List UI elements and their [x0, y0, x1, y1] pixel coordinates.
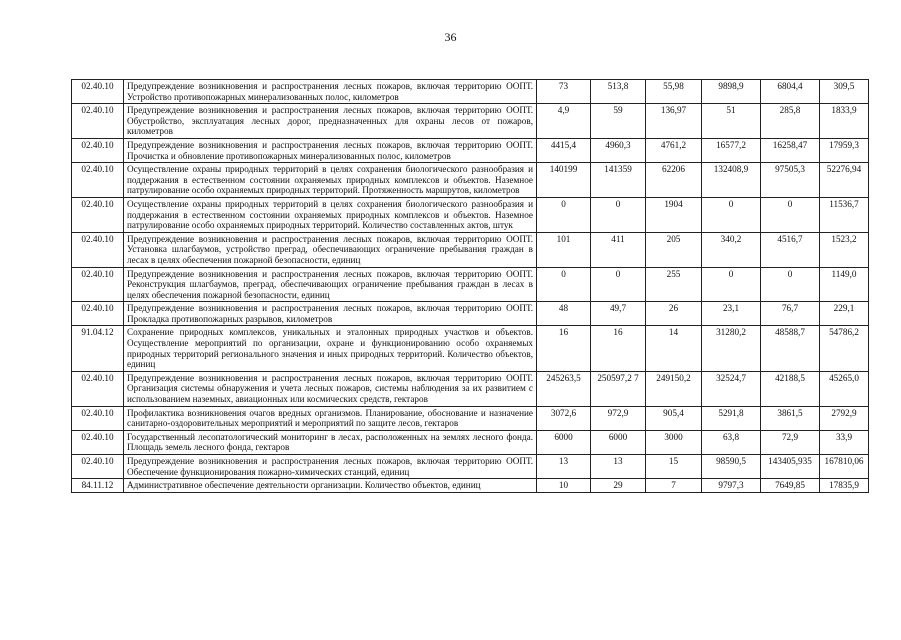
row-value-cell: 3072,6: [537, 406, 591, 430]
row-value-cell: 143405,935: [761, 455, 820, 479]
row-value-cell: 0: [537, 197, 591, 232]
row-value-cell: 972,9: [591, 406, 646, 430]
row-value-cell: 14: [646, 326, 702, 371]
row-value-cell: 245263,5: [537, 371, 591, 406]
row-value-cell: 3861,5: [761, 406, 820, 430]
row-value-cell: 11536,7: [820, 197, 869, 232]
row-value-cell: 4415,4: [537, 138, 591, 162]
row-value-cell: 63,8: [702, 430, 761, 454]
table-row: [72, 455, 869, 479]
row-description-cell: Государственный лесопатологический мониторинг в лесах, расположенных на землях лесного фонда. Площадь земель лесного фонда, гектаров: [124, 430, 537, 454]
row-value-cell: 7649,85: [761, 479, 820, 493]
row-value-cell: 55,98: [646, 80, 702, 104]
row-value-cell: 72,9: [761, 430, 820, 454]
row-code-cell: 02.40.10: [72, 302, 124, 326]
table-row: [72, 80, 869, 104]
row-value-cell: 205: [646, 232, 702, 267]
row-value-cell: 249150,2: [646, 371, 702, 406]
row-code-cell: 02.40.10: [72, 104, 124, 139]
row-value-cell: 0: [537, 267, 591, 302]
row-value-cell: 45265,0: [820, 371, 869, 406]
row-code-cell: 02.40.10: [72, 163, 124, 198]
row-value-cell: 49,7: [591, 302, 646, 326]
row-value-cell: 411: [591, 232, 646, 267]
row-description-cell: Осуществление охраны природных территорий в целях сохранения биологического разнообразия и поддержания в естественном состоянии охраняемых природных комплексов и объектов. Наземное патрулирование особо охраняемых природных территорий. Протяженность маршрутов, километров: [124, 163, 537, 198]
row-value-cell: 9797,3: [702, 479, 761, 493]
row-value-cell: 340,2: [702, 232, 761, 267]
row-value-cell: 98590,5: [702, 455, 761, 479]
table-row: [72, 197, 869, 232]
row-value-cell: 73: [537, 80, 591, 104]
row-value-cell: 4761,2: [646, 138, 702, 162]
row-value-cell: 1904: [646, 197, 702, 232]
table-row: [72, 267, 869, 302]
row-value-cell: 48588,7: [761, 326, 820, 371]
row-value-cell: 0: [761, 267, 820, 302]
table-row: [72, 104, 869, 139]
row-description-cell: Предупреждение возникновения и распространения лесных пожаров, включая территорию ООПТ. Организация системы обнаружения и учета лесных пожаров, системы наблюдения за их развитием с использованием наземных, авиационных или космических средств, гектаров: [124, 371, 537, 406]
row-value-cell: 10: [537, 479, 591, 493]
row-value-cell: 1523,2: [820, 232, 869, 267]
row-code-cell: 02.40.10: [72, 371, 124, 406]
row-value-cell: 6000: [537, 430, 591, 454]
row-value-cell: 255: [646, 267, 702, 302]
row-description-cell: Предупреждение возникновения и распространения лесных пожаров, включая территорию ООПТ. Установка шлагбаумов, устройство преград, обеспечивающих ограничение пребывания граждан в лесах в целях обеспечения пожарной безопасности, единиц: [124, 232, 537, 267]
row-value-cell: 0: [702, 197, 761, 232]
row-value-cell: 140199: [537, 163, 591, 198]
row-code-cell: 02.40.10: [72, 430, 124, 454]
table-body: [72, 80, 869, 493]
row-value-cell: 17835,9: [820, 479, 869, 493]
row-value-cell: 1833,9: [820, 104, 869, 139]
row-value-cell: 250597,2 7: [591, 371, 646, 406]
row-value-cell: 13: [537, 455, 591, 479]
table-row: [72, 371, 869, 406]
row-value-cell: 1149,0: [820, 267, 869, 302]
row-value-cell: 9898,9: [702, 80, 761, 104]
row-value-cell: 32524,7: [702, 371, 761, 406]
row-description-cell: Предупреждение возникновения и распространения лесных пожаров, включая территорию ООПТ. Обеспечение функционирования пожарно-химических станций, единиц: [124, 455, 537, 479]
row-value-cell: 513,8: [591, 80, 646, 104]
row-value-cell: 0: [591, 267, 646, 302]
row-code-cell: 02.40.10: [72, 138, 124, 162]
row-code-cell: 02.40.10: [72, 232, 124, 267]
row-description-cell: Предупреждение возникновения и распространения лесных пожаров, включая территорию ООПТ. Обустройство, эксплуатация лесных дорог, предназначенных для охраны лесов от пожаров, километров: [124, 104, 537, 139]
data-table: [71, 79, 869, 493]
row-value-cell: 29: [591, 479, 646, 493]
table-row: [72, 232, 869, 267]
row-value-cell: 309,5: [820, 80, 869, 104]
row-description-cell: Осуществление охраны природных территорий в целях сохранения биологического разнообразия и поддержания в естественном состоянии охраняемых природных комплексов и объектов. Наземное патрулирование особо охраняемых природных территорий. Количество составленных актов, штук: [124, 197, 537, 232]
row-value-cell: 7: [646, 479, 702, 493]
row-value-cell: 229,1: [820, 302, 869, 326]
table-row: [72, 163, 869, 198]
row-value-cell: 97505,3: [761, 163, 820, 198]
row-description-cell: Предупреждение возникновения и распространения лесных пожаров, включая территорию ООПТ. Устройство противопожарных минерализованных полос, километров: [124, 80, 537, 104]
row-value-cell: 62206: [646, 163, 702, 198]
row-value-cell: 0: [761, 197, 820, 232]
table-row: [72, 326, 869, 371]
row-value-cell: 132408,9: [702, 163, 761, 198]
table-row: [72, 138, 869, 162]
table-row: [72, 406, 869, 430]
row-description-cell: Предупреждение возникновения и распространения лесных пожаров, включая территорию ООПТ. Реконструкция шлагбаумов, преград, обеспечивающих ограничение пребывания граждан в лесах в целях обеспечения пожарной безопасности, единиц: [124, 267, 537, 302]
row-description-cell: Предупреждение возникновения и распространения лесных пожаров, включая территорию ООПТ. Прочистка и обновление противопожарных минерализованных полос, километров: [124, 138, 537, 162]
row-value-cell: 17959,3: [820, 138, 869, 162]
row-value-cell: 26: [646, 302, 702, 326]
row-description-cell: Предупреждение возникновения и распространения лесных пожаров, включая территорию ООПТ. Прокладка противопожарных разрывов, километров: [124, 302, 537, 326]
row-code-cell: 02.40.10: [72, 267, 124, 302]
row-value-cell: 2792,9: [820, 406, 869, 430]
row-value-cell: 23,1: [702, 302, 761, 326]
row-value-cell: 101: [537, 232, 591, 267]
row-value-cell: 905,4: [646, 406, 702, 430]
row-code-cell: 02.40.10: [72, 455, 124, 479]
row-value-cell: 42188,5: [761, 371, 820, 406]
row-value-cell: 3000: [646, 430, 702, 454]
row-value-cell: 5291,8: [702, 406, 761, 430]
row-value-cell: 52276,94: [820, 163, 869, 198]
table-row: [72, 479, 869, 493]
row-value-cell: 16577,2: [702, 138, 761, 162]
row-value-cell: 167810,06: [820, 455, 869, 479]
row-value-cell: 285,8: [761, 104, 820, 139]
row-code-cell: 84.11.12: [72, 479, 124, 493]
row-value-cell: 6804,4: [761, 80, 820, 104]
row-value-cell: 33,9: [820, 430, 869, 454]
page-number: 36: [444, 30, 457, 44]
row-value-cell: 4516,7: [761, 232, 820, 267]
row-description-cell: Профилактика возникновения очагов вредных организмов. Планирование, обоснование и назначение санитарно-оздоровительных мероприятий и мероприятий по защите лесов, гектаров: [124, 406, 537, 430]
row-code-cell: 02.40.10: [72, 80, 124, 104]
row-code-cell: 02.40.10: [72, 197, 124, 232]
row-value-cell: 6000: [591, 430, 646, 454]
row-value-cell: 4,9: [537, 104, 591, 139]
table-row: [72, 430, 869, 454]
row-code-cell: 02.40.10: [72, 406, 124, 430]
row-value-cell: 48: [537, 302, 591, 326]
row-value-cell: 31280,2: [702, 326, 761, 371]
row-code-cell: 91.04.12: [72, 326, 124, 371]
row-value-cell: 0: [591, 197, 646, 232]
row-value-cell: 51: [702, 104, 761, 139]
row-value-cell: 0: [702, 267, 761, 302]
row-value-cell: 141359: [591, 163, 646, 198]
table-row: [72, 302, 869, 326]
row-value-cell: 16: [591, 326, 646, 371]
row-description-cell: Сохранение природных комплексов, уникальных и эталонных природных участков и объектов. Осуществление мероприятий по организации, охране и функционированию особо охраняемых природных территорий регионального значения и иных природных территорий. Количество объектов, единиц: [124, 326, 537, 371]
row-value-cell: 54786,2: [820, 326, 869, 371]
row-value-cell: 136,97: [646, 104, 702, 139]
row-value-cell: 15: [646, 455, 702, 479]
row-description-cell: Административное обеспечение деятельности организации. Количество объектов, единиц: [124, 479, 537, 493]
row-value-cell: 4960,3: [591, 138, 646, 162]
row-value-cell: 13: [591, 455, 646, 479]
row-value-cell: 16258,47: [761, 138, 820, 162]
row-value-cell: 16: [537, 326, 591, 371]
row-value-cell: 76,7: [761, 302, 820, 326]
row-value-cell: 59: [591, 104, 646, 139]
